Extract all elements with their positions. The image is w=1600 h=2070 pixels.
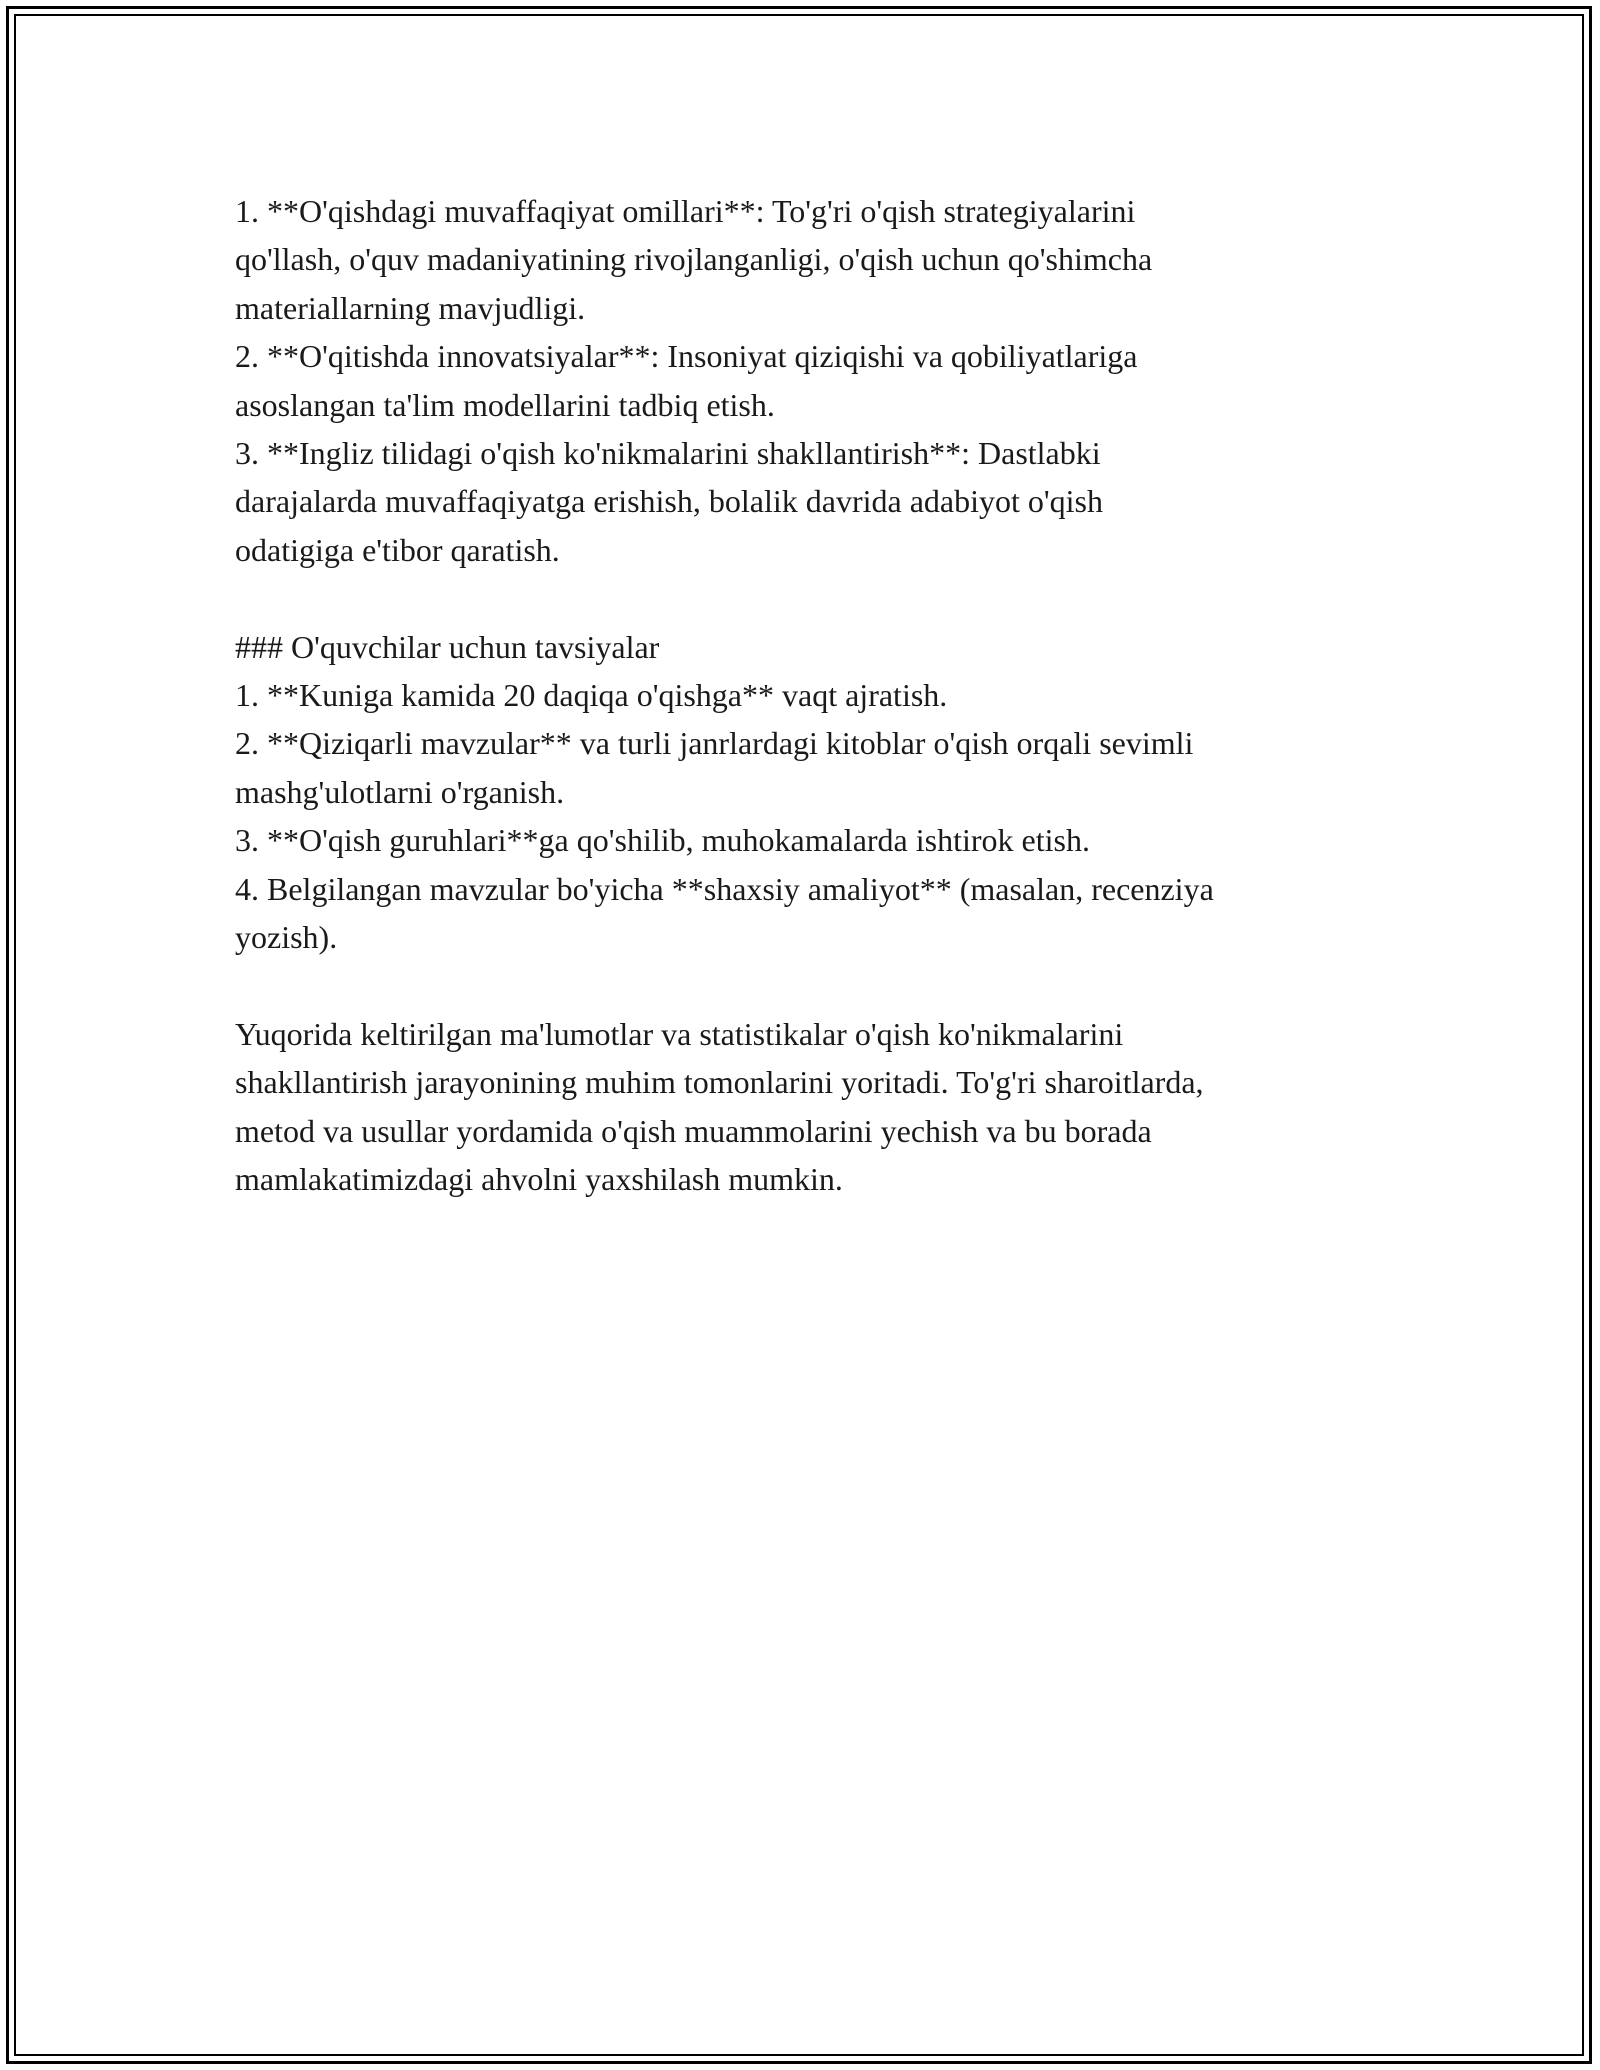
text-line: qo'llash, o'quv madaniyatining rivojlanganligi, o'qish uchun qo'shimcha (235, 241, 1153, 278)
text-line: mashg'ulotlarni o'rganish. (235, 773, 565, 810)
success-factors-list (235, 187, 1385, 574)
text-line: 2. **O'qitishda innovatsiyalar**: Insoniyat qiziqishi va qobiliyatlariga (235, 338, 1138, 375)
text-line: asoslangan ta'lim modellarini tadbiq etish. (235, 386, 775, 423)
text-line: materiallarning mavjudligi. (235, 289, 586, 326)
text-line: Yuqorida keltirilgan ma'lumotlar va statistikalar o'qish ko'nikmalarini (235, 1015, 1124, 1052)
conclusion-paragraph (235, 1010, 1385, 1204)
text-line: 3. **Ingliz tilidagi o'qish ko'nikmalarini shakllantirish**: Dastlabki (235, 435, 1101, 472)
text-line: 4. Belgilangan mavzular bo'yicha **shaxsiy amaliyot** (masalan, recenziya (235, 870, 1214, 907)
text-line: yozish). (235, 919, 338, 956)
text-line: metod va usullar yordamida o'qish muammolarini yechish va bu borada (235, 1112, 1152, 1149)
text-line: 1. **O'qishdagi muvaffaqiyat omillari**: To'g'ri o'qish strategiyalarini (235, 193, 1136, 229)
section-heading: ### O'quvchilar uchun tavsiyalar (235, 628, 660, 665)
text-line: shakllantirish jarayonining muhim tomonlarini yoritadi. To'g'ri sharoitlarda, (235, 1064, 1204, 1101)
text-line: 3. **O'qish guruhlari**ga qo'shilib, muhokamalarda ishtirok etish. (235, 822, 1090, 859)
recommendations-section (235, 623, 1385, 962)
paragraph-gap (235, 574, 1385, 622)
text-line: odatigiga e'tibor qaratish. (235, 531, 560, 568)
paragraph-gap (235, 961, 1385, 1009)
text-line: 2. **Qiziqarli mavzular** va turli janrlardagi kitoblar o'qish orqali sevimli (235, 725, 1194, 762)
text-line: 1. **Kuniga kamida 20 daqiqa o'qishga** vaqt ajratish. (235, 677, 948, 714)
text-line: mamlakatimizdagi ahvolni yaxshilash mumkin. (235, 1161, 843, 1198)
text-line: darajalarda muvaffaqiyatga erishish, bolalik davrida adabiyot o'qish (235, 483, 1103, 520)
document-body (235, 187, 1385, 1204)
